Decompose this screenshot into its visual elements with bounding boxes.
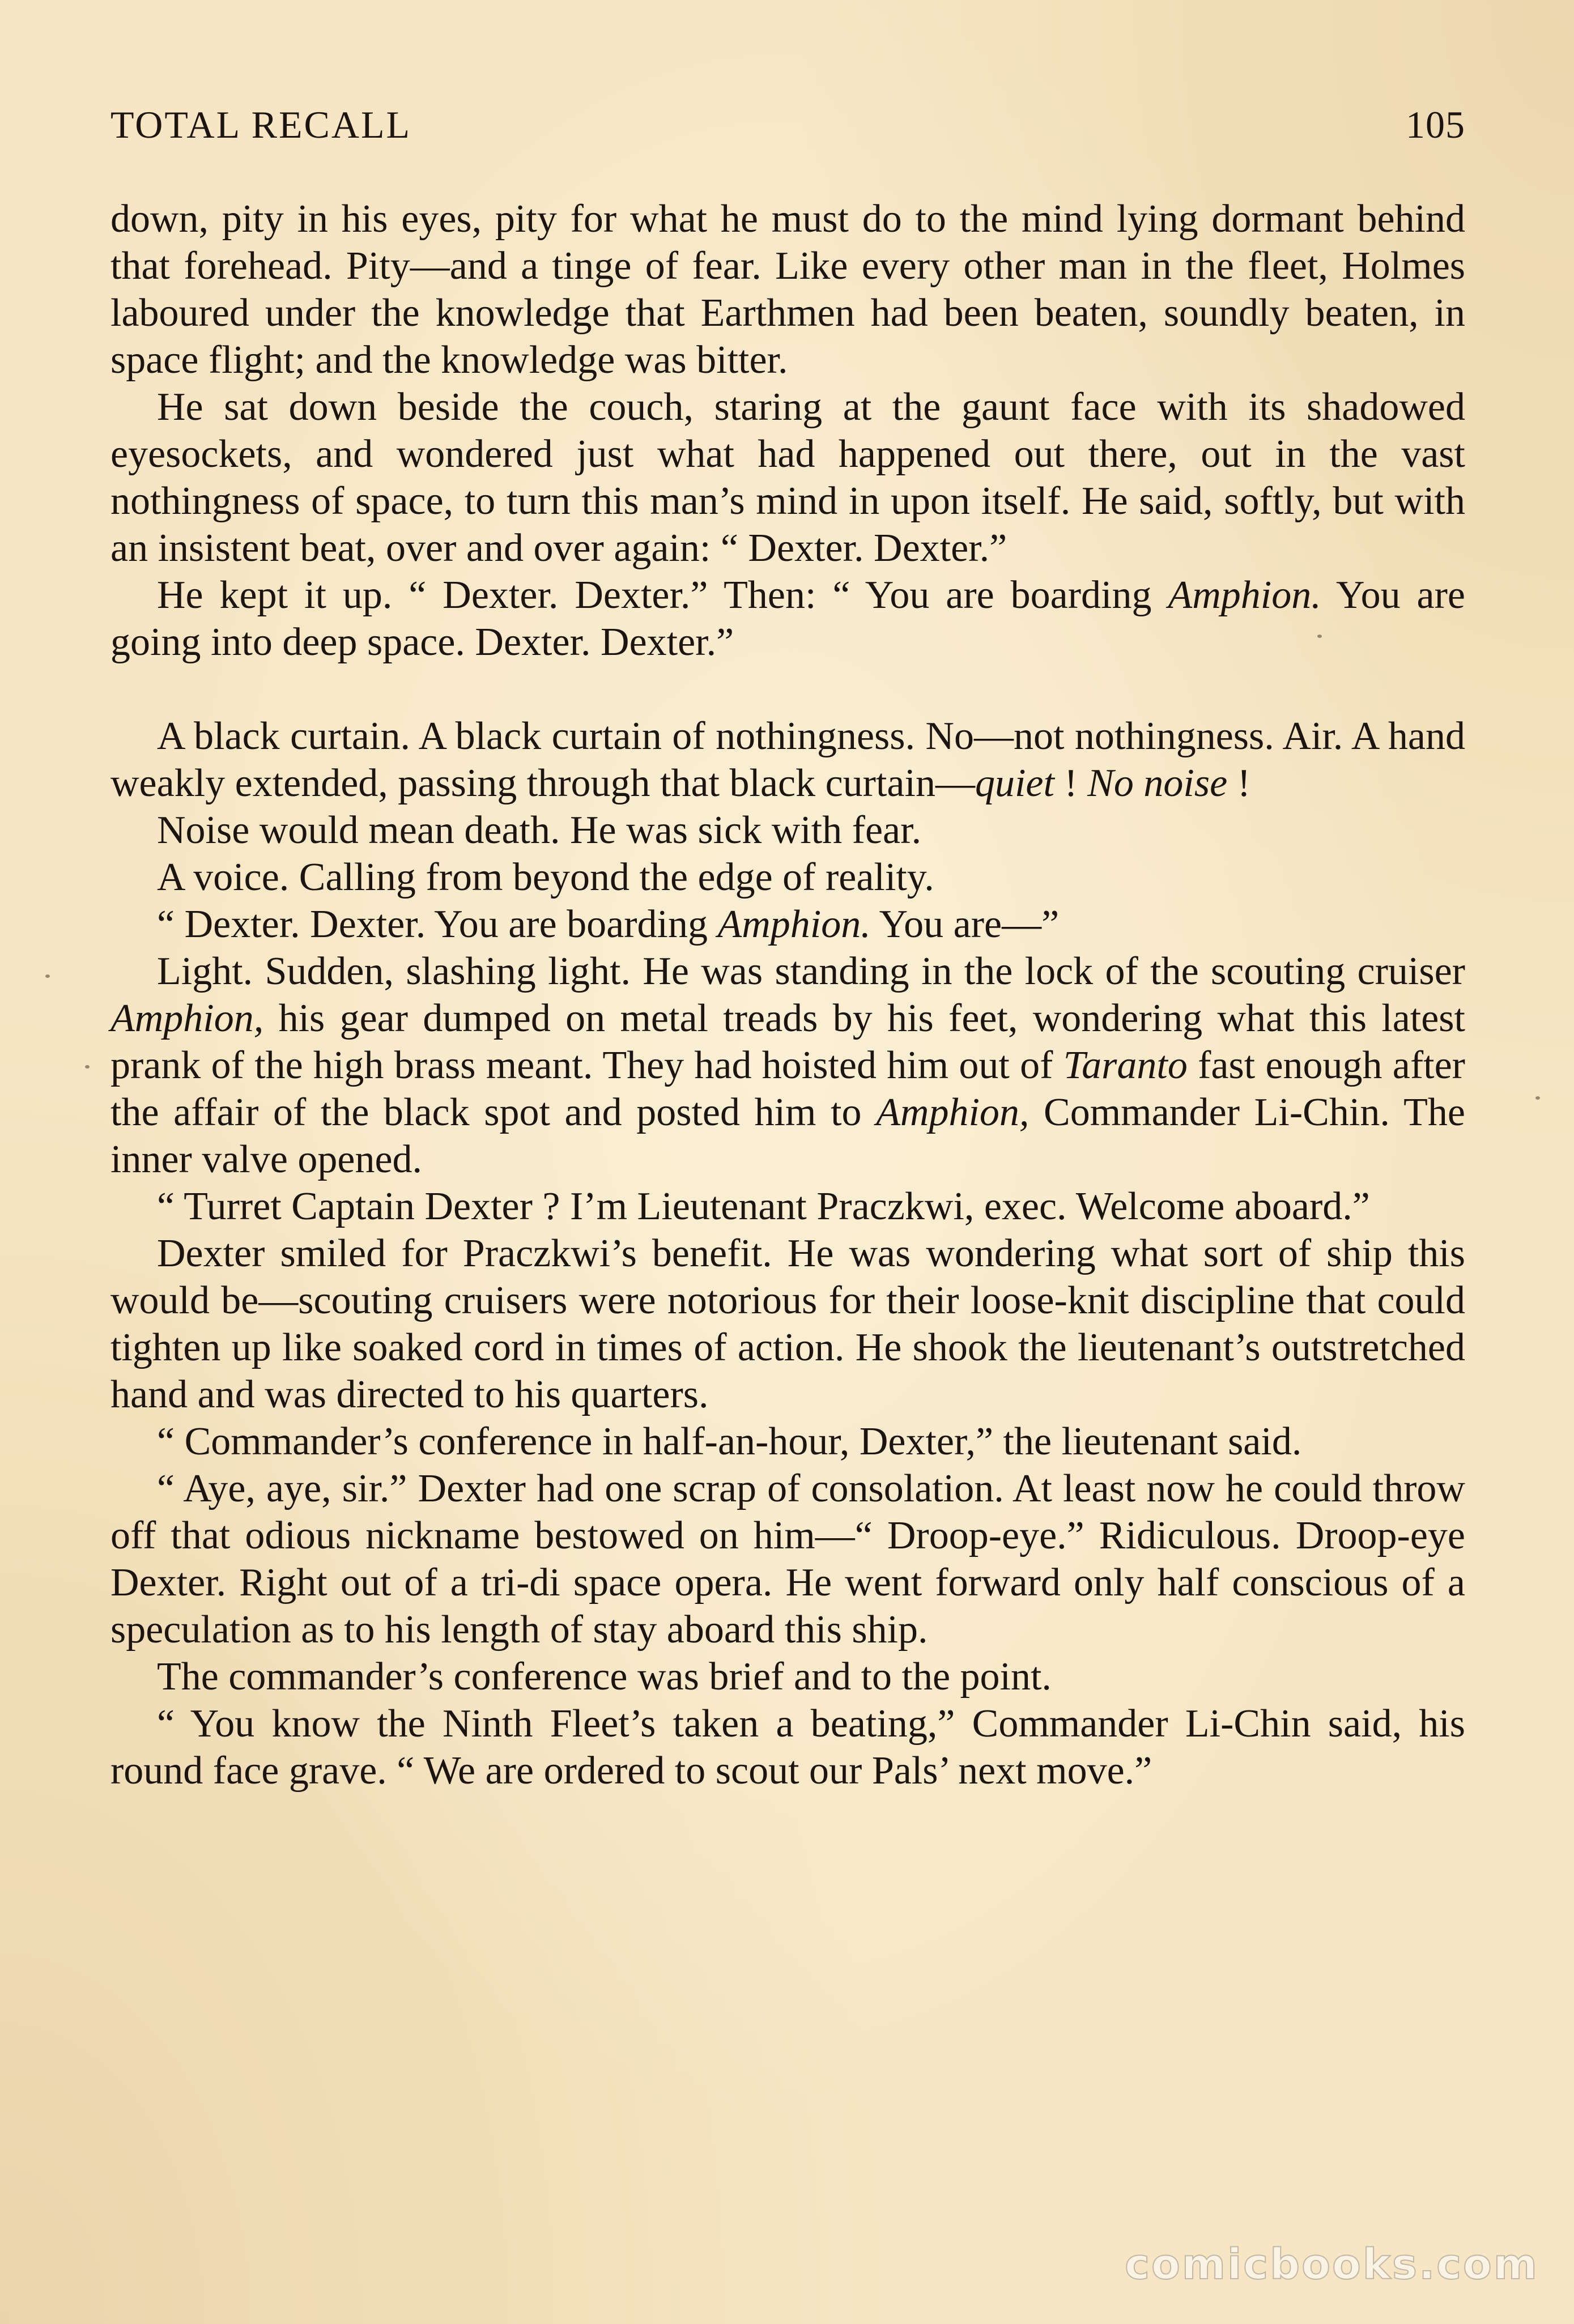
italic-text: No noise: [1087, 761, 1228, 805]
ship-name: Amphion,: [876, 1091, 1030, 1134]
paper-speck: [1535, 1096, 1540, 1100]
paragraph-text: his gear dumped on metal treads by his feet, wondering what this latest prank of the high brass meant. They had hoisted him out of: [110, 997, 1465, 1087]
paragraph: “ Aye, aye, sir.” Dexter had one scrap of consolation. At least now he could throw off that odious nickname bestowed on him—“ Droop-eye.” Ridiculous. Droop-eye Dexter. Right out of a tri-di space opera. He went forward only half conscious of a speculation as to his length of stay aboard this ship.: [110, 1467, 1465, 1652]
paragraph: He sat down beside the couch, staring at the gaunt face with its shadowed eyesockets, and wondered just what had happened out there, out in the vast nothingness of space, to turn this man’s mind in upon itself. He said, softly, but with an insistent beat, over and over again: “ Dexter. Dexter.”: [110, 385, 1465, 570]
paragraph-text: You are—”: [870, 903, 1060, 946]
paragraph: “ Turret Captain Dexter ? I’m Lieutenant Praczkwi, exec. Welcome aboard.”: [157, 1185, 1370, 1228]
paragraph: [110, 948, 1465, 1183]
paragraph-continued: down, pity in his eyes, pity for what he must do to the mind lying dormant behind that forehead. Pity—and a tinge of fear. Like every other man in the fleet, Holmes laboured under the knowledge that Earthmen had been beaten, soundly beaten, in space flight; and the knowledge was bitter.: [110, 197, 1465, 382]
paragraph-section-start: [110, 713, 1465, 807]
paragraph: The commander’s conference was brief and to the point.: [157, 1655, 1052, 1699]
paragraph: A voice. Calling from beyond the edge of reality.: [157, 855, 934, 899]
ship-name: Amphion.: [717, 903, 871, 946]
body-text: [110, 195, 1465, 1794]
running-head: [110, 96, 1465, 153]
paragraph-text: “ Dexter. Dexter. You are boarding: [157, 903, 718, 946]
paragraph-text: !: [1054, 761, 1088, 805]
paragraph: [110, 572, 1465, 666]
paragraph-text: Commander Li-Chin. The inner valve opened.: [110, 1091, 1465, 1181]
paragraph-text: A black curtain. A black curtain of nothingness. No—not nothingness. Air. A hand weakly extended, passing through that black curtain—: [110, 714, 1465, 805]
paragraph: [110, 901, 1465, 948]
paper-speck: [85, 1065, 90, 1069]
ship-name: Amphion.: [1168, 573, 1321, 617]
ship-name: Taranto: [1063, 1044, 1188, 1087]
paragraph: Noise would mean death. He was sick with fear.: [157, 808, 922, 852]
paragraph: Dexter smiled for Praczkwi’s benefit. He was wondering what sort of ship this would be—scouting cruisers were notorious for their loose-knit discipline that could tighten up like soaked cord in times of action. He shook the lieutenant’s outstretched hand and was directed to his quarters.: [110, 1232, 1465, 1416]
paragraph-text: You are going into deep space. Dexter. Dexter.”: [110, 573, 1465, 664]
running-title: TOTAL RECALL: [110, 103, 412, 146]
paragraph-text: He kept it up. “ Dexter. Dexter.” Then: “ You are boarding: [157, 573, 1168, 617]
paragraph: “ Commander’s conference in half-an-hour, Dexter,” the lieutenant said.: [157, 1420, 1302, 1463]
paragraph-text: Light. Sudden, slashing light. He was standing in the lock of the scouting cruiser: [157, 950, 1465, 993]
paragraph: “ You know the Ninth Fleet’s taken a beating,” Commander Li-Chin said, his round face grave. “ We are ordered to scout our Pals’ next move.”: [110, 1702, 1465, 1793]
paragraph-text: !: [1227, 761, 1250, 805]
ship-name: Amphion,: [110, 997, 264, 1040]
italic-text: quiet: [975, 761, 1054, 805]
paper-speck: [45, 974, 50, 978]
paper-speck: [1317, 635, 1322, 638]
page-number: 105: [1406, 103, 1465, 146]
watermark: comicbooks.com: [1125, 2240, 1539, 2289]
paragraph-text: fast enough after the affair of the black spot and posted him to: [110, 1044, 1465, 1134]
